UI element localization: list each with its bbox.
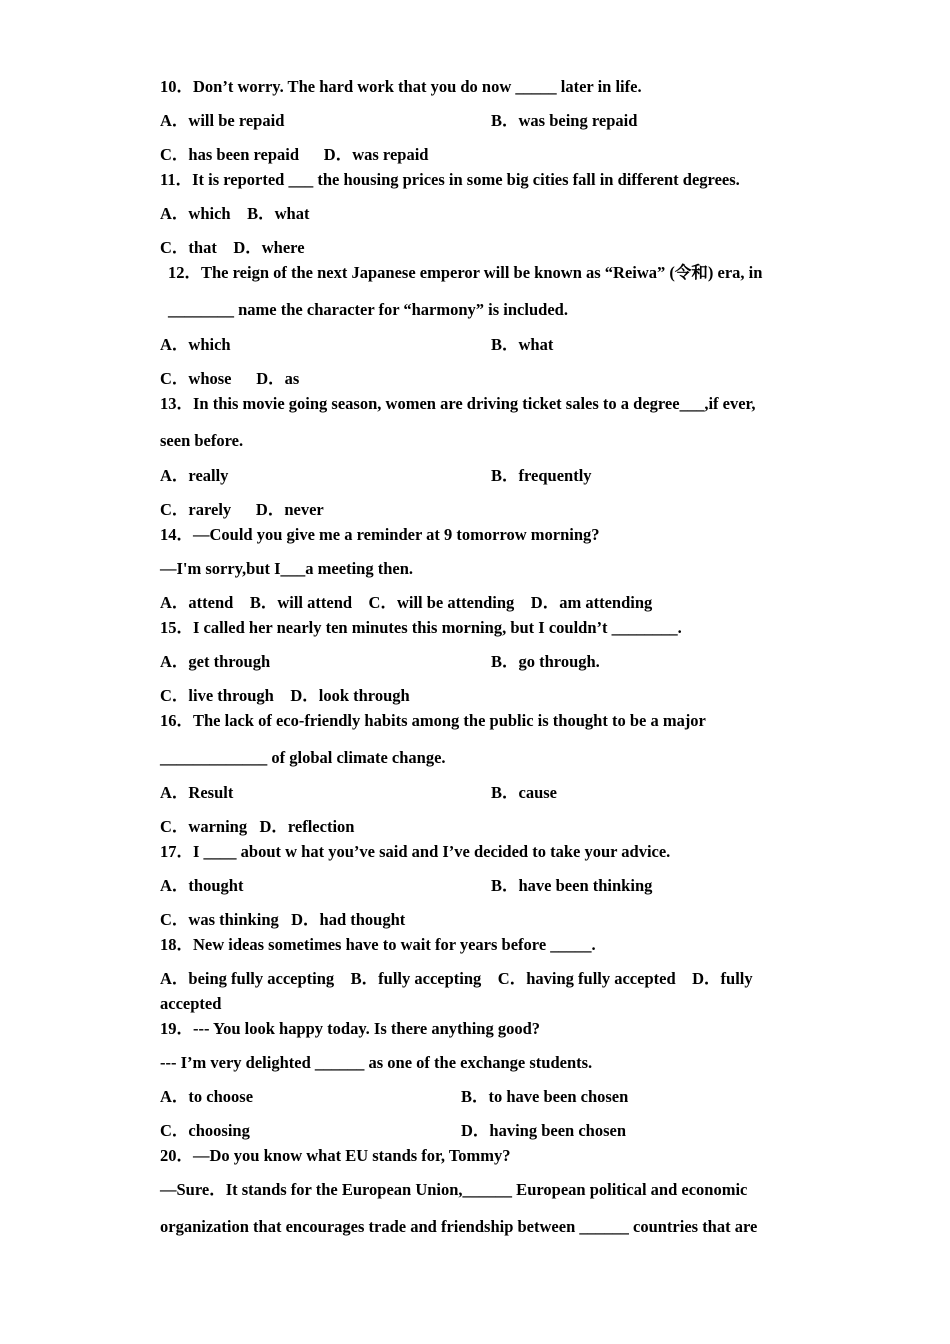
question-19-stem-line2: --- I’m very delighted ______ as one of the exchange students. (160, 1053, 593, 1072)
question-19-option-d: D．having been chosen (461, 1121, 627, 1140)
question-13-stem-line2: seen before. (160, 431, 244, 450)
question-10-option-a: A．will be repaid (160, 111, 285, 130)
question-12-options-cd: C．whose D．as (160, 369, 300, 388)
question-20-stem-line3: organization that encourages trade and friendship between ______ countries that are (160, 1217, 758, 1236)
question-15-options-cd: C．live through D．look through (160, 686, 410, 705)
question-12-option-a: A．which (160, 335, 231, 354)
question-10-option-b: B．was being repaid (491, 111, 638, 130)
question-14-stem-line1: 14．—Could you give me a reminder at 9 tomorrow morning? (160, 525, 600, 544)
question-15-option-b: B．go through. (491, 652, 600, 671)
question-13-options-cd: C．rarely D．never (160, 500, 324, 519)
question-16-option-b: B．cause (491, 783, 557, 802)
question-19-option-a: A．to choose (160, 1087, 254, 1106)
question-16-stem-line2: _____________ of global climate change. (160, 748, 446, 767)
question-12-option-b: B．what (491, 335, 554, 354)
question-13-option-a: A．really (160, 466, 229, 485)
question-12-stem-line2: ________ name the character for “harmony” is included. (168, 300, 568, 319)
question-18-stem: 18．New ideas sometimes have to wait for years before _____. (160, 935, 596, 954)
question-13-stem-line1: 13．In this movie going season, women are driving ticket sales to a degree___,if ever, (160, 394, 756, 413)
question-15-option-a: A．get through (160, 652, 271, 671)
question-14-stem-line2: —I'm sorry,but I___a meeting then. (160, 559, 413, 578)
question-18-options-line1: A．being fully accepting B．fully accepting C．having fully accepted D．fully (160, 969, 753, 988)
question-14-options: A．attend B．will attend C．will be attending D．am attending (160, 593, 653, 612)
question-11-stem: 11．It is reported ___ the housing prices in some big cities fall in different degrees. (160, 170, 740, 189)
question-16-option-a: A．Result (160, 783, 234, 802)
question-19-option-b: B．to have been chosen (461, 1087, 629, 1106)
question-10-stem: 10．Don’t worry. The hard work that you do now _____ later in life. (160, 77, 642, 96)
question-12-stem-line1: 12．The reign of the next Japanese emperor will be known as “Reiwa” (令和) era, in (168, 263, 763, 282)
question-16-stem-line1: 16．The lack of eco-friendly habits among the public is thought to be a major (160, 711, 706, 730)
question-17-stem: 17．I ____ about w hat you’ve said and I’ve decided to take your advice. (160, 842, 671, 861)
question-17-option-a: A．thought (160, 876, 244, 895)
question-10-options-cd: C．has been repaid D．was repaid (160, 145, 429, 164)
question-11-options-ab: A．which B．what (160, 204, 310, 223)
question-17-option-b: B．have been thinking (491, 876, 653, 895)
question-19-option-c: C．choosing (160, 1121, 250, 1140)
question-17-options-cd: C．was thinking D．had thought (160, 910, 406, 929)
question-13-option-b: B．frequently (491, 466, 592, 485)
question-11-options-cd: C．that D．where (160, 238, 305, 257)
question-15-stem: 15．I called her nearly ten minutes this morning, but I couldn’t ________. (160, 618, 682, 637)
question-19-stem-line1: 19．--- You look happy today. Is there anything good? (160, 1019, 541, 1038)
question-18-options-line2: accepted (160, 994, 222, 1013)
question-20-stem-line2: —Sure．It stands for the European Union,______ European political and economic (160, 1180, 748, 1199)
question-20-stem-line1: 20．—Do you know what EU stands for, Tommy? (160, 1146, 511, 1165)
question-16-options-cd: C．warning D．reflection (160, 817, 355, 836)
